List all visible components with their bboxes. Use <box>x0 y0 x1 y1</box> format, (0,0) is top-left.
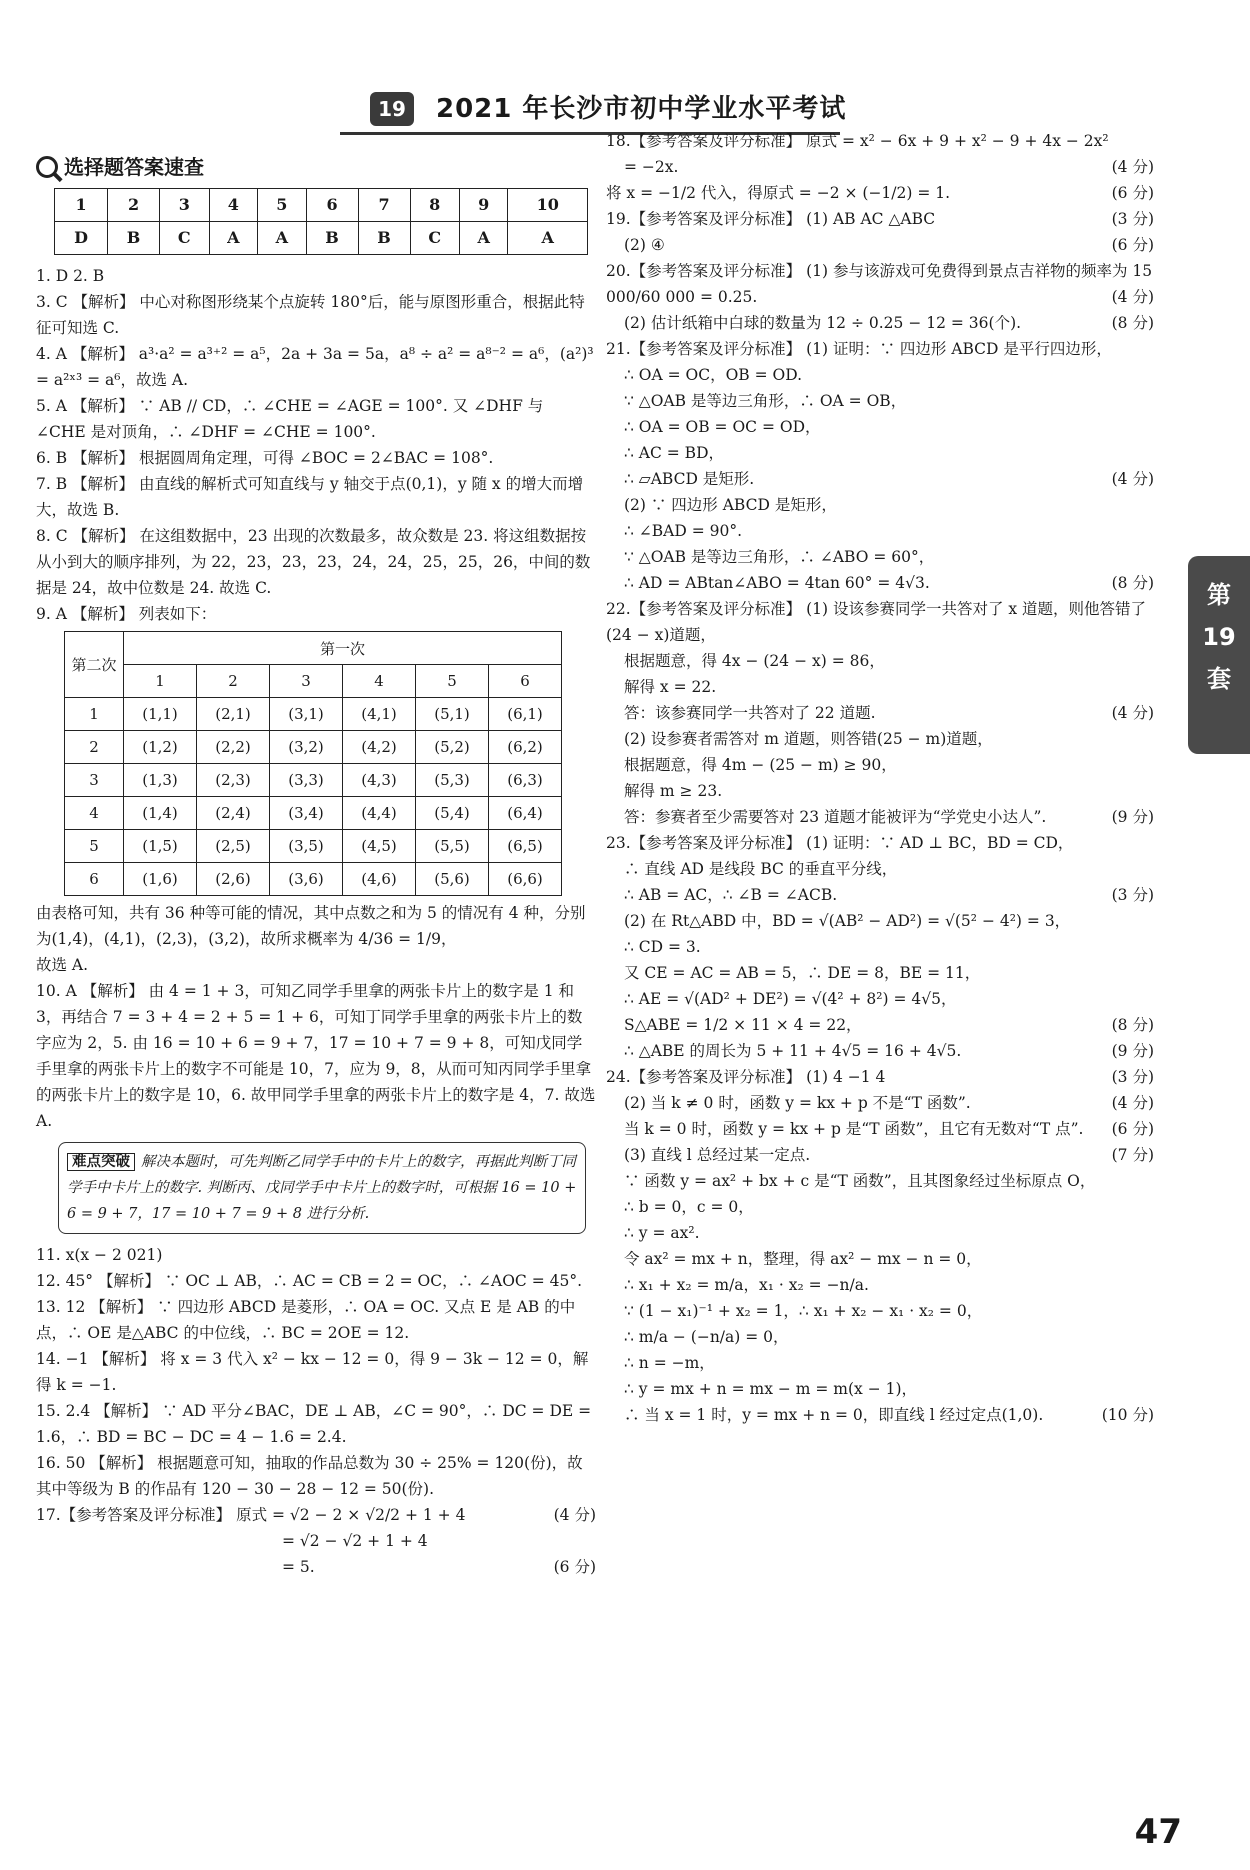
answer-number: 10 <box>508 189 588 222</box>
answer-number: 3 <box>160 189 209 222</box>
solution-line <box>606 674 1154 700</box>
solution-line <box>606 232 1154 258</box>
score: (3 分) <box>1111 210 1154 228</box>
left-solutions-3 <box>36 1242 596 1502</box>
solution-line <box>606 492 1154 518</box>
table-row <box>65 764 562 797</box>
line-text: ∴ AE = √(AD² + DE²) = √(4² + 8²) = 4√5， <box>624 990 957 1008</box>
left-solutions <box>36 263 596 627</box>
score: (9 分) <box>1111 1042 1154 1060</box>
line-text: ∵ △OAB 是等边三角形，∴ ∠ABO = 60°， <box>624 548 935 566</box>
solution-line <box>606 1116 1154 1142</box>
answer-letter: A <box>258 222 307 255</box>
table-cell: (5,4) <box>416 797 489 830</box>
answer-letter: B <box>108 222 160 255</box>
solution-line <box>606 804 1154 830</box>
line-text: 21.【参考答案及评分标准】 (1) 证明：∵ 四边形 ABCD 是平行四边形， <box>606 340 1112 358</box>
solution-line <box>606 882 1154 908</box>
table-cell: (5,1) <box>416 698 489 731</box>
column-header: 5 <box>416 665 489 698</box>
table-top-header: 第一次 <box>124 632 562 665</box>
solution-paragraph: 3. C 【解析】 中心对称图形绕某个点旋转 180°后，能与原图形重合，根据此特征可知选 C. <box>36 293 585 337</box>
solution-line <box>606 128 1154 154</box>
answer-key-title: 选择题答案速查 <box>64 155 204 179</box>
line-text: ∵ △OAB 是等边三角形，∴ OA = OB， <box>624 392 907 410</box>
table-corner: 第二次 <box>65 632 124 698</box>
solution-paragraph: 7. B 【解析】 由直线的解析式可知直线与 y 轴交于点(0,1)，y 随 x 的增大而增大，故选 B. <box>36 475 584 519</box>
solution-paragraph: 6. B 【解析】 根据圆周角定理，可得 ∠BOC = 2∠BAC = 108°. <box>36 449 494 467</box>
table-cell: (3,2) <box>270 731 343 764</box>
score: (4 分) <box>1111 158 1154 176</box>
table-cell: (4,5) <box>343 830 416 863</box>
difficulty-tag: 难点突破 <box>67 1153 135 1171</box>
line-text: ∴ AB = AC，∴ ∠B = ∠ACB. <box>624 886 838 904</box>
answer-key-table <box>54 188 588 255</box>
table-cell: (2,2) <box>197 731 270 764</box>
line-text: 当 k = 0 时，函数 y = kx + p 是“T 函数”，且它有无数对“T 点”. <box>624 1120 1084 1138</box>
solution-line <box>606 1376 1154 1402</box>
answer-number: 2 <box>108 189 160 222</box>
line-text: ∴ OA = OB = OC = OD， <box>624 418 821 436</box>
score: (4 分) <box>1111 704 1154 722</box>
solution-paragraph: 15. 2.4 【解析】 ∵ AD 平分∠BAC，DE ⊥ AB，∠C = 90°，∴ DC = DE = 1.6，∴ BD = BC − DC = 4 − 1.6 = 2.4. <box>36 1402 592 1446</box>
solution-line <box>606 752 1154 778</box>
line-text: ∴ ▱ABCD 是矩形. <box>624 470 755 488</box>
score: (8 分) <box>1111 1016 1154 1034</box>
solution-paragraph: 8. C 【解析】 在这组数据中，23 出现的次数最多，故众数是 23. 将这组数据按从小到大的顺序排列，为 22，23，23，23，24，24，25，25，26，中间的数据是 24，故中位数是 24. 故选 C. <box>36 527 591 597</box>
table-cell: 2 <box>65 731 124 764</box>
table-cell: (1,4) <box>124 797 197 830</box>
q17-line1: 17.【参考答案及评分标准】 原式 = √2 − 2 × √2/2 + 1 + 4 (4 分) <box>36 1506 596 1524</box>
solution-paragraph: 12. 45° 【解析】 ∵ OC ⊥ AB，∴ AC = CB = 2 = OC，∴ ∠AOC = 45°. <box>36 1272 583 1290</box>
line-text: 根据题意，得 4x − (24 − x) = 86， <box>624 652 885 670</box>
line-text: (2) ④ <box>624 236 665 254</box>
solution-line <box>606 388 1154 414</box>
table-cell: (1,6) <box>124 863 197 896</box>
line-text: (3) 直线 l 总经过某一定点. <box>624 1146 811 1164</box>
score: (8 分) <box>1111 574 1154 592</box>
right-column <box>606 128 1154 1428</box>
table-cell: (2,4) <box>197 797 270 830</box>
line-text: ∴ y = mx + n = mx − m = m(x − 1)， <box>624 1380 918 1398</box>
solution-line <box>606 206 1154 232</box>
column-header: 4 <box>343 665 416 698</box>
score: (4 分) <box>1111 470 1154 488</box>
solution-line <box>606 726 1154 752</box>
table-cell: (2,5) <box>197 830 270 863</box>
line-text: ∴ AD = ABtan∠ABO = 4tan 60° = 4√3. <box>624 574 930 592</box>
solution-line <box>606 154 1154 180</box>
answer-numbers-row <box>55 189 588 222</box>
table-cell: (2,1) <box>197 698 270 731</box>
table-cell: (5,6) <box>416 863 489 896</box>
solution-paragraph: 14. −1 【解析】 将 x = 3 代入 x² − kx − 12 = 0，得 9 − 3k − 12 = 0，解得 k = −1. <box>36 1350 589 1394</box>
answer-number: 8 <box>410 189 459 222</box>
line-text: ∴ OA = OC，OB = OD. <box>624 366 803 384</box>
solution-paragraph: 9. A 【解析】 列表如下： <box>36 605 217 623</box>
solution-line <box>606 1402 1154 1428</box>
table-row <box>65 698 562 731</box>
solution-paragraph: 5. A 【解析】 ∵ AB // CD，∴ ∠CHE = ∠AGE = 100°. 又 ∠DHF 与 ∠CHE 是对顶角，∴ ∠DHF = ∠CHE = 100°. <box>36 397 544 441</box>
score: (10 分) <box>1101 1406 1154 1424</box>
line-text: ∴ AC = BD， <box>624 444 725 462</box>
solution-line <box>606 960 1154 986</box>
table-cell: (6,1) <box>489 698 562 731</box>
line-text: 将 x = −1/2 代入，得原式 = −2 × (−1/2) = 1. <box>606 184 951 202</box>
solution-line <box>606 778 1154 804</box>
solution-line <box>606 466 1154 492</box>
solution-line <box>606 1142 1154 1168</box>
score: (6 分) <box>1111 184 1154 202</box>
score: (6 分) <box>1111 236 1154 254</box>
solution-line <box>606 1324 1154 1350</box>
line-text: ∴ ∠BAD = 90°. <box>624 522 743 540</box>
score: (7 分) <box>1111 1146 1154 1164</box>
difficulty-note <box>58 1142 586 1234</box>
answer-number: 6 <box>306 189 358 222</box>
solution-line <box>606 1220 1154 1246</box>
table-cell: (4,3) <box>343 764 416 797</box>
line-text: (2) 在 Rt△ABD 中，BD = √(AB² − AD²) = √(5² − 4²) = 3， <box>624 912 1071 930</box>
line-text: 令 ax² = mx + n，整理，得 ax² − mx − n = 0， <box>624 1250 982 1268</box>
line-text: (2) 设参赛者需答对 m 道题，则答错(25 − m)道题， <box>624 730 993 748</box>
table-cell: (3,5) <box>270 830 343 863</box>
answer-letter: C <box>160 222 209 255</box>
left-solutions-2 <box>36 900 596 1134</box>
table-row <box>65 797 562 830</box>
line-text: ∴ n = −m， <box>624 1354 715 1372</box>
set-tab: 第 19 套 <box>1188 556 1250 754</box>
solution-line <box>606 648 1154 674</box>
solution-line <box>606 1272 1154 1298</box>
line-text: 20.【参考答案及评分标准】 (1) 参与该游戏可免费得到景点吉祥物的频率为 15 000/60 000 = 0.25. <box>606 262 1153 306</box>
solution-line <box>606 908 1154 934</box>
answer-letter: B <box>306 222 358 255</box>
page-number: 47 <box>1134 1812 1182 1852</box>
line-text: 解得 x = 22. <box>624 678 717 696</box>
line-text: 答：该参赛同学一共答对了 22 道题. <box>624 704 876 722</box>
column-header: 1 <box>124 665 197 698</box>
answer-number: 9 <box>459 189 508 222</box>
table-cell: (6,3) <box>489 764 562 797</box>
solution-paragraph: 11. x(x − 2 021) <box>36 1246 163 1264</box>
table-row <box>65 731 562 764</box>
table-cell: (5,3) <box>416 764 489 797</box>
table-row <box>65 830 562 863</box>
line-text: 24.【参考答案及评分标准】 (1) 4 −1 4 <box>606 1068 886 1086</box>
answer-letter: B <box>358 222 410 255</box>
answer-key-heading <box>36 152 596 182</box>
solution-line <box>606 986 1154 1012</box>
table-cell: (6,4) <box>489 797 562 830</box>
solution-paragraph: 4. A 【解析】 a³·a² = a³⁺² = a⁵，2a + 3a = 5a，a⁸ ÷ a² = a⁸⁻² = a⁶，(a²)³ = a²ˣ³ = a⁶，故选 A. <box>36 345 594 389</box>
set-number-badge: 19 <box>370 92 414 126</box>
line-text: ∴ 直线 AD 是线段 BC 的垂直平分线， <box>624 860 898 878</box>
table-cell: (4,4) <box>343 797 416 830</box>
left-column <box>36 152 596 1580</box>
table-cell: 3 <box>65 764 124 797</box>
answer-letter: D <box>55 222 108 255</box>
solution-line <box>606 1090 1154 1116</box>
solution-line <box>606 934 1154 960</box>
table-cell: (4,6) <box>343 863 416 896</box>
column-header: 6 <box>489 665 562 698</box>
table-cell: (1,3) <box>124 764 197 797</box>
table-cell: (1,5) <box>124 830 197 863</box>
answer-number: 7 <box>358 189 410 222</box>
table-cell: (1,1) <box>124 698 197 731</box>
solution-line <box>606 1012 1154 1038</box>
table-cell: (5,5) <box>416 830 489 863</box>
line-text: 答：参赛者至少需要答对 23 道题才能被评为“学党史小达人”. <box>624 808 1047 826</box>
column-header: 2 <box>197 665 270 698</box>
solution-line <box>606 336 1154 362</box>
page-title: 2021 年长沙市初中学业水平考试 <box>436 94 847 124</box>
line-text: ∴ y = ax². <box>624 1224 700 1242</box>
line-text: 18.【参考答案及评分标准】 原式 = x² − 6x + 9 + x² − 9 + 4x − 2x² <box>606 132 1109 150</box>
score: (6 分) <box>1111 1120 1154 1138</box>
line-text: 根据题意，得 4m − (25 − m) ≥ 90， <box>624 756 897 774</box>
answer-letter: A <box>459 222 508 255</box>
solution-line <box>606 570 1154 596</box>
answer-letter: C <box>410 222 459 255</box>
q17-line2: = √2 − √2 + 1 + 4 <box>282 1532 428 1550</box>
solution-line <box>606 258 1154 310</box>
solution-line <box>606 700 1154 726</box>
solution-paragraph: 13. 12 【解析】 ∵ 四边形 ABCD 是菱形，∴ OA = OC. 又点 E 是 AB 的中点，∴ OE 是△ABC 的中位线，∴ BC = 2OE = 12. <box>36 1298 576 1342</box>
solution-line <box>606 362 1154 388</box>
score: (3 分) <box>1111 886 1154 904</box>
line-text: (2) 当 k ≠ 0 时，函数 y = kx + p 不是“T 函数”. <box>624 1094 971 1112</box>
line-text: ∵ 函数 y = ax² + bx + c 是“T 函数”，且其图象经过坐标原点 O， <box>624 1172 1096 1190</box>
score: (8 分) <box>1111 314 1154 332</box>
line-text: ∴ △ABE 的周长为 5 + 11 + 4√5 = 16 + 4√5. <box>624 1042 962 1060</box>
line-text: 解得 m ≥ 23. <box>624 782 723 800</box>
line-text: (2) ∵ 四边形 ABCD 是矩形， <box>624 496 837 514</box>
solution-line <box>606 1350 1154 1376</box>
table-cell: 6 <box>65 863 124 896</box>
answer-letters-row <box>55 222 588 255</box>
line-text: 23.【参考答案及评分标准】 (1) 证明：∵ AD ⊥ BC，BD = CD， <box>606 834 1074 852</box>
solution-line <box>606 518 1154 544</box>
solution-paragraph: 16. 50 【解析】 根据题意可知，抽取的作品总数为 30 ÷ 25% = 120(份)，故其中等级为 B 的作品有 120 − 30 − 28 − 12 = 50(份). <box>36 1454 583 1498</box>
score: (9 分) <box>1111 808 1154 826</box>
line-text: ∴ m/a − (−n/a) = 0， <box>624 1328 789 1346</box>
solution-line <box>606 180 1154 206</box>
solution-paragraph: 由表格可知，共有 36 种等可能的情况，其中点数之和为 5 的情况有 4 种，分别为(1,4)，(4,1)，(2,3)，(3,2)，故所求概率为 4/36 = 1/9， <box>36 904 586 948</box>
table-cell: (2,3) <box>197 764 270 797</box>
line-text: ∵ (1 − x₁)⁻¹ + x₂ = 1，∴ x₁ + x₂ − x₁ · x₂ = 0， <box>624 1302 983 1320</box>
column-header: 3 <box>270 665 343 698</box>
solution-line <box>606 596 1154 648</box>
table-cell: (1,2) <box>124 731 197 764</box>
table-row <box>65 863 562 896</box>
line-text: ∴ 当 x = 1 时，y = mx + n = 0，即直线 l 经过定点(1,0). <box>624 1406 1044 1424</box>
answer-letter: A <box>209 222 258 255</box>
table-cell: (3,1) <box>270 698 343 731</box>
table-cell: 5 <box>65 830 124 863</box>
line-text: S△ABE = 1/2 × 11 × 4 = 22， <box>624 1016 862 1034</box>
line-text: 19.【参考答案及评分标准】 (1) AB AC △ABC <box>606 210 936 228</box>
line-text: ∴ CD = 3. <box>624 938 701 956</box>
line-text: ∴ b = 0，c = 0， <box>624 1198 754 1216</box>
answer-number: 4 <box>209 189 258 222</box>
q17-line3: = 5. (6 分) <box>282 1558 596 1576</box>
table-cell: (6,5) <box>489 830 562 863</box>
difficulty-text: 解决本题时，可先判断乙同学手中的卡片上的数字，再据此判断丁同学手中卡片上的数字. 判断丙、戊同学手中卡片上的数字时，可根据 16 = 10 + 6 = 9 + 7，17 = 10 + 7 = 9 + 8 进行分析. <box>67 1154 577 1222</box>
line-text: (2) 估计纸箱中白球的数量为 12 ÷ 0.25 − 12 = 36(个). <box>624 314 1022 332</box>
solution-line <box>606 1246 1154 1272</box>
answer-number: 1 <box>55 189 108 222</box>
solution-line <box>606 1064 1154 1090</box>
solution-line <box>606 830 1154 856</box>
table-cell: (6,2) <box>489 731 562 764</box>
answer-number: 5 <box>258 189 307 222</box>
table-cell: (3,4) <box>270 797 343 830</box>
answer-letter: A <box>508 222 588 255</box>
score: (4 分) <box>1111 1094 1154 1112</box>
table-cell: (3,6) <box>270 863 343 896</box>
solution-line <box>606 544 1154 570</box>
solution-line <box>606 1168 1154 1194</box>
table-cell: (4,1) <box>343 698 416 731</box>
line-text: = −2x. <box>624 158 679 176</box>
solution-line <box>606 1194 1154 1220</box>
line-text: 又 CE = AC = AB = 5，∴ DE = 8，BE = 11， <box>624 964 981 982</box>
table-cell: 1 <box>65 698 124 731</box>
table-cell: (5,2) <box>416 731 489 764</box>
solution-paragraph: 故选 A. <box>36 956 89 974</box>
table-cell: (3,3) <box>270 764 343 797</box>
solution-line <box>606 1298 1154 1324</box>
solution-line <box>606 440 1154 466</box>
line-text: 22.【参考答案及评分标准】 (1) 设该参赛同学一共答对了 x 道题，则他答错了(24 − x)道题， <box>606 600 1147 644</box>
solution-paragraph: 10. A 【解析】 由 4 = 1 + 3，可知乙同学手里拿的两张卡片上的数字是 1 和 3，再结合 7 = 3 + 4 = 2 + 5 = 1 + 6，可知丁同学手里拿的两张卡片上的数字应为 2，5. 由 16 = 10 + 6 = 9 + 7，17 = 10 + 7 = 9 + 8，可知戊同学手里拿的两张卡片上的数字不可能是 10，7，应为 9，8，从而可知丙同学手里拿的两张卡片上的数字是 10，6. 故甲同学手里拿的两张卡片上的数字是 4，7. 故选 A. <box>36 982 596 1130</box>
table-cell: 4 <box>65 797 124 830</box>
solution-line <box>606 856 1154 882</box>
table-cell: (2,6) <box>197 863 270 896</box>
line-text: ∴ x₁ + x₂ = m/a，x₁ · x₂ = −n/a. <box>624 1276 869 1294</box>
magnifier-icon <box>36 156 58 178</box>
outcome-table <box>64 631 562 896</box>
score: (3 分) <box>1111 1068 1154 1086</box>
table-cell: (4,2) <box>343 731 416 764</box>
solution-line <box>606 414 1154 440</box>
score: (4 分) <box>1111 288 1154 306</box>
solution-line <box>606 1038 1154 1064</box>
solution-paragraph: 1. D 2. B <box>36 267 105 285</box>
solution-line <box>606 310 1154 336</box>
table-cell: (6,6) <box>489 863 562 896</box>
